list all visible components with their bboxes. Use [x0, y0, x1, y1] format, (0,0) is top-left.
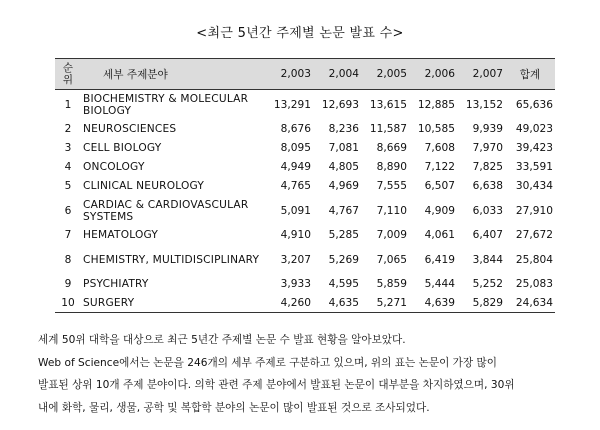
value-cell: 5,444	[424, 278, 455, 290]
field-cell: ONCOLOGY	[83, 161, 145, 173]
value-cell: 5,271	[361, 294, 409, 313]
table-title: <최근 5년간 주제별 논문 발표 수>	[196, 26, 404, 41]
description	[38, 329, 578, 419]
value-cell: 4,949	[280, 161, 311, 173]
year-header: 2,004	[313, 59, 361, 90]
value-cell: 5,829	[457, 294, 505, 313]
total-cell: 25,083	[515, 278, 553, 290]
value-cell: 4,767	[328, 204, 359, 217]
value-cell: 6,407	[472, 229, 503, 241]
value-cell: 11,587	[369, 123, 407, 135]
table-row	[55, 120, 555, 139]
description-line: 발표된 상위 10개 주제 분야이다. 의학 관련 주제 분야에서 발표된 논문이 대부분을 차지하였으며, 30위	[38, 379, 515, 391]
table-row	[55, 226, 555, 245]
rank-cell: 5	[64, 180, 72, 192]
value-cell: 13,152	[465, 98, 503, 111]
rank-cell: 7	[64, 229, 72, 241]
value-cell: 4,805	[328, 161, 359, 173]
rank-header-bottom: 위	[62, 74, 74, 86]
value-cell: 3,844	[472, 253, 503, 266]
year-header: 2,003	[265, 59, 313, 90]
value-cell: 7,970	[472, 142, 503, 154]
value-cell: 13,291	[273, 98, 311, 111]
value-cell: 12,885	[417, 98, 455, 111]
rank-header-top: 순	[62, 62, 74, 74]
field-cell: CARDIAC & CARDIOVASCULAR SYSTEMS	[83, 198, 249, 223]
field-cell: NEUROSCIENCES	[83, 123, 177, 135]
value-cell: 9,939	[472, 123, 503, 135]
value-cell: 7,009	[376, 229, 407, 241]
value-cell: 4,635	[313, 294, 361, 313]
total-cell: 33,591	[515, 161, 553, 173]
value-cell: 4,765	[280, 180, 311, 192]
rank-cell: 9	[64, 278, 72, 290]
year-header: 2,006	[409, 59, 457, 90]
rank-cell: 1	[64, 98, 72, 111]
field-cell: HEMATOLOGY	[83, 229, 159, 241]
value-cell: 4,639	[409, 294, 457, 313]
value-cell: 8,890	[376, 161, 407, 173]
value-cell: 3,933	[280, 278, 311, 290]
value-cell: 5,252	[472, 278, 503, 290]
rank-cell: 10	[55, 294, 81, 313]
value-cell: 5,091	[280, 204, 311, 217]
value-cell: 13,615	[369, 98, 407, 111]
field-cell: CLINICAL NEUROLOGY	[83, 180, 205, 192]
rank-cell: 8	[64, 253, 72, 266]
value-cell: 8,669	[376, 142, 407, 154]
description-line: 세계 50위 대학을 대상으로 최근 5년간 주제별 논문 수 발표 현황을 알아보았다.	[38, 334, 406, 346]
total-cell: 27,672	[515, 229, 553, 241]
rank-cell: 4	[64, 161, 72, 173]
total-cell: 49,023	[515, 123, 553, 135]
field-cell: PSYCHIATRY	[83, 278, 149, 290]
description-line: 내에 화학, 물리, 생물, 공학 및 복합학 분야의 논문이 많이 발표된 것으로 조사되었다.	[38, 401, 430, 414]
value-cell: 8,676	[280, 123, 311, 135]
value-cell: 7,081	[328, 142, 359, 154]
table-body	[55, 90, 555, 313]
field-cell: CELL BIOLOGY	[83, 142, 162, 154]
value-cell: 7,555	[376, 180, 407, 192]
value-cell: 4,909	[424, 204, 455, 217]
table-row	[55, 90, 555, 120]
value-cell: 10,585	[417, 123, 455, 135]
value-cell: 8,095	[280, 142, 311, 154]
total-cell: 25,804	[515, 253, 553, 266]
field-header: 세부 주제분야	[81, 59, 265, 90]
value-cell: 5,859	[376, 278, 407, 290]
value-cell: 7,065	[376, 253, 407, 266]
field-cell: CHEMISTRY, MULTIDISCIPLINARY	[83, 253, 260, 266]
description-line: Web of Science에서는 논문을 246개의 세부 주제로 구분하고 있으며, 위의 표는 논문이 가장 많이	[38, 356, 497, 369]
value-cell: 4,260	[265, 294, 313, 313]
value-cell: 7,825	[472, 161, 503, 173]
value-cell: 4,969	[328, 180, 359, 192]
value-cell: 4,595	[328, 278, 359, 290]
table-row	[55, 275, 555, 294]
rank-cell: 6	[64, 204, 72, 217]
field-cell: SURGERY	[81, 294, 265, 313]
total-cell: 27,910	[515, 204, 553, 217]
value-cell: 6,419	[424, 253, 455, 266]
year-header: 2,005	[361, 59, 409, 90]
rank-header	[55, 59, 81, 90]
table-header-row	[55, 59, 555, 90]
value-cell: 7,122	[424, 161, 455, 173]
value-cell: 12,693	[321, 98, 359, 111]
rank-cell: 2	[64, 123, 72, 135]
papers-table	[55, 58, 555, 313]
value-cell: 3,207	[280, 253, 311, 266]
value-cell: 6,507	[424, 180, 455, 192]
total-header: 합계	[505, 59, 555, 90]
table-row	[55, 294, 555, 313]
total-cell: 24,634	[505, 294, 555, 313]
table-row	[55, 196, 555, 226]
total-cell: 39,423	[515, 142, 553, 154]
table-row	[55, 139, 555, 158]
table-row	[55, 177, 555, 196]
value-cell: 7,608	[424, 142, 455, 154]
total-cell: 30,434	[515, 180, 553, 192]
field-cell: BIOCHEMISTRY & MOLECULAR BIOLOGY	[83, 92, 249, 117]
value-cell: 6,033	[472, 204, 503, 217]
value-cell: 7,110	[376, 204, 407, 217]
table-row	[55, 245, 555, 275]
year-header: 2,007	[457, 59, 505, 90]
value-cell: 5,285	[328, 229, 359, 241]
value-cell: 6,638	[472, 180, 503, 192]
value-cell: 8,236	[328, 123, 359, 135]
value-cell: 5,269	[328, 253, 359, 266]
value-cell: 4,910	[280, 229, 311, 241]
table-row	[55, 158, 555, 177]
rank-cell: 3	[64, 142, 72, 154]
total-cell: 65,636	[515, 98, 553, 111]
value-cell: 4,061	[424, 229, 455, 241]
